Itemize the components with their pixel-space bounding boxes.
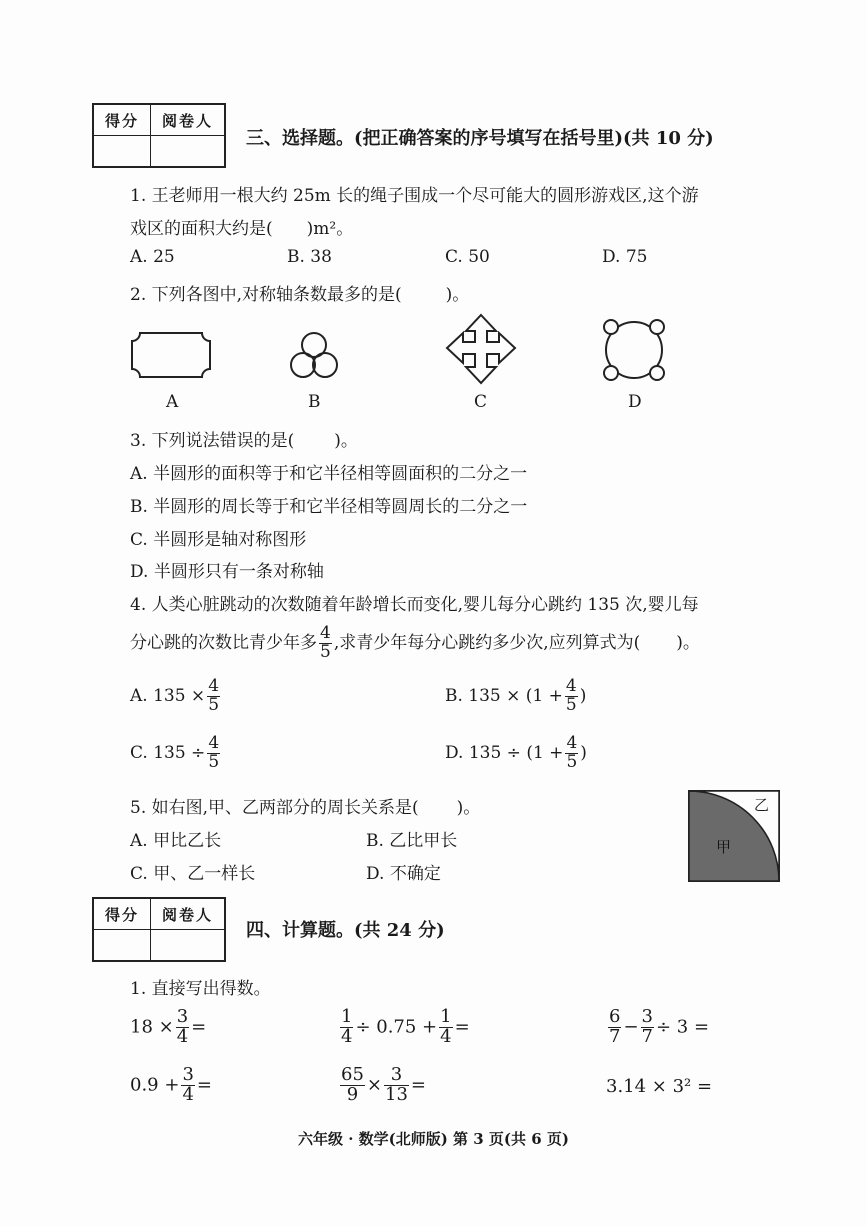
figure-label-d: D: [628, 392, 642, 412]
score-box-section3: [92, 103, 226, 168]
calc-3: $\frac{6}{7}$ − $\frac{3}{7}$ ÷ 3 =: [609, 1006, 710, 1047]
q3-option-b[interactable]: B. 半圆形的周长等于和它半径相等圆周长的二分之一: [130, 497, 528, 517]
q5-option-d[interactable]: D. 不确定: [366, 864, 441, 884]
score-cell[interactable]: [93, 136, 151, 168]
score-label: 得分: [93, 898, 151, 930]
q3-option-c[interactable]: C. 半圆形是轴对称图形: [130, 530, 307, 550]
q2-text: 2. 下列各图中,对称轴条数最多的是( )。: [130, 285, 470, 305]
q4-line2: 分心跳的次数比青少年多 $\frac{4}{5}$ ,求青少年每分心跳约多少次,应列算式为( )。: [130, 623, 700, 662]
q4-line1: 4. 人类心脏跳动的次数随着年龄增长而变化,婴儿每分心跳约 135 次,婴儿每: [130, 595, 699, 615]
score-box-section4: [92, 897, 226, 962]
section3-title: 三、选择题。(把正确答案的序号填写在括号里)(共 10 分): [246, 128, 714, 149]
q5-text: 5. 如右图,甲、乙两部分的周长关系是( )。: [130, 798, 481, 818]
q1-option-a[interactable]: A. 25: [130, 247, 175, 267]
q3-option-a[interactable]: A. 半圆形的面积等于和它半径相等圆面积的二分之一: [130, 464, 528, 484]
calc-4: 0.9 + $\frac{3}{4}$ =: [130, 1064, 212, 1105]
fraction: $\frac{4}{5}$: [320, 623, 331, 662]
q4-option-d[interactable]: D. 135 ÷ (1 + $\frac{4}{5}$ ): [445, 733, 587, 772]
q5-option-b[interactable]: B. 乙比甲长: [366, 831, 458, 851]
q5-label-yi: 乙: [754, 796, 770, 814]
calc-6: 3.14 × 3² =: [606, 1076, 713, 1097]
q1-option-b[interactable]: B. 38: [287, 247, 332, 267]
score-label: 得分: [93, 104, 151, 136]
grader-label: 阅卷人: [151, 104, 226, 136]
q1-option-d[interactable]: D. 75: [602, 247, 648, 267]
figure-a-notched-rectangle: [132, 333, 210, 377]
section4-title: 四、计算题。(共 24 分): [246, 920, 445, 941]
calc-2: $\frac{1}{4}$ ÷ 0.75 + $\frac{1}{4}$ =: [341, 1006, 470, 1047]
q3-option-d[interactable]: D. 半圆形只有一条对称轴: [130, 562, 324, 582]
q1-line1: 1. 王老师用一根大约 25m 长的绳子围成一个尽可能大的圆形游戏区,这个游: [130, 186, 699, 206]
q1-line2: 戏区的面积大约是( )m²。: [130, 219, 354, 239]
q5-option-c[interactable]: C. 甲、乙一样长: [130, 864, 256, 884]
section4-q1-title: 1. 直接写出得数。: [130, 979, 271, 999]
figure-c-four-arrows: [447, 315, 515, 383]
figure-label-a: A: [166, 392, 179, 412]
q4-option-c[interactable]: C. 135 ÷ $\frac{4}{5}$: [130, 733, 220, 772]
grader-cell[interactable]: [151, 136, 226, 168]
q1-option-c[interactable]: C. 50: [445, 247, 490, 267]
calc-5: $\frac{65}{9}$ × $\frac{3}{13}$ =: [341, 1064, 426, 1105]
figure-label-c: C: [474, 392, 488, 412]
grader-label: 阅卷人: [151, 898, 226, 930]
grader-cell[interactable]: [151, 930, 226, 962]
q4-option-a[interactable]: A. 135 × $\frac{4}{5}$: [130, 676, 220, 715]
figure-label-b: B: [308, 392, 321, 412]
q3-text: 3. 下列说法错误的是( )。: [130, 431, 358, 451]
calc-1: 18 × $\frac{3}{4}$ =: [130, 1006, 207, 1047]
q5-label-jia: 甲: [716, 838, 732, 856]
figure-b-three-circles: [291, 333, 337, 377]
q5-option-a[interactable]: A. 甲比乙长: [130, 831, 222, 851]
figure-d-circle-four-dots: [604, 320, 664, 380]
page-footer: 六年级 · 数学(北师版) 第 3 页(共 6 页): [297, 1130, 570, 1148]
score-cell[interactable]: [93, 930, 151, 962]
q2-figures: [0, 310, 867, 430]
q4-option-b[interactable]: B. 135 × (1 + $\frac{4}{5}$ ): [445, 676, 587, 715]
